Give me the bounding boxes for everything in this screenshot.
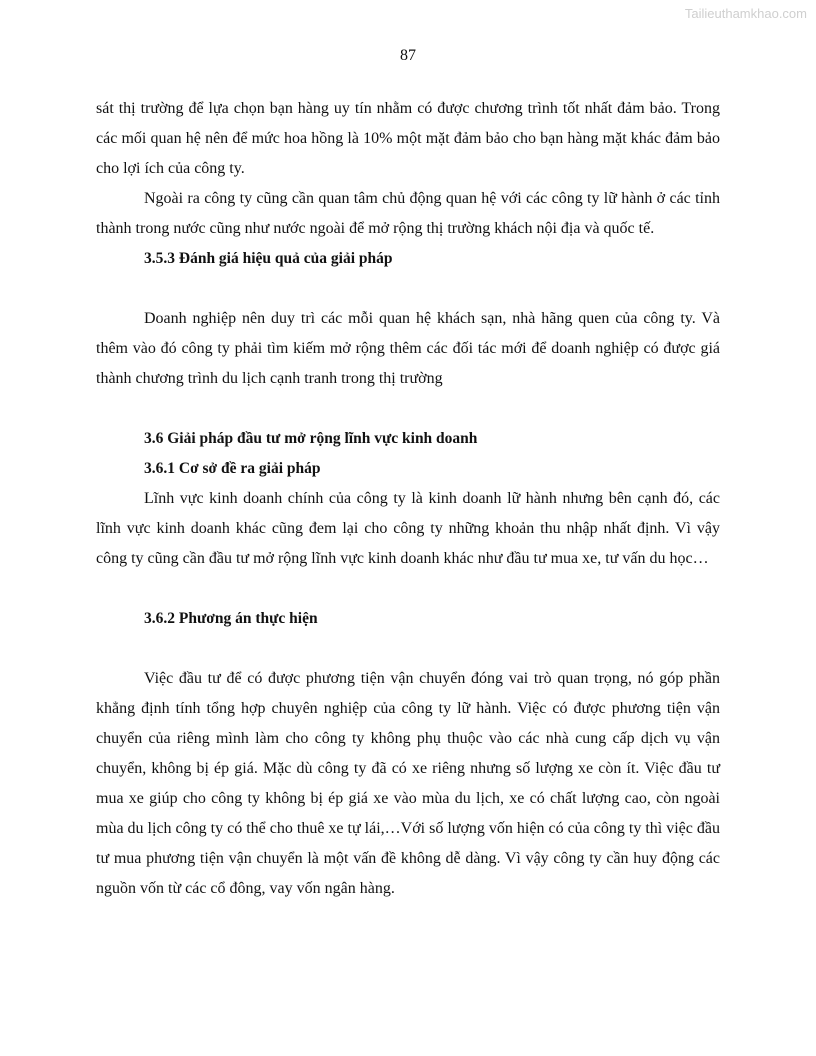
paragraph-business-expansion: Lĩnh vực kinh doanh chính của công ty là kinh doanh lữ hành nhưng bên cạnh đó, các lĩnh vực kinh doanh khác cũng đem lại cho công ty những khoản thu nhập nhất định. Vì vậy công ty cũng cần đầu tư mở rộng lĩnh vực kinh doanh khác như đầu tư mua xe, tư vấn du học… xyxy=(96,490,720,567)
paragraph-implementation: Việc đầu tư để có được phương tiện vận chuyển đóng vai trò quan trọng, nó góp phần khẳng định tính tổng hợp chuyên nghiệp của công ty lữ hành. Việc có được phương tiện vận chuyển của riêng mình làm cho công ty không phụ thuộc vào các nhà cung cấp dịch vụ vận chuyển, không bị ép giá. Mặc dù công ty đã có xe riêng nhưng số lượng xe còn ít. Việc đầu tư mua xe giúp cho công ty không bị ép giá xe vào mùa du lịch, xe có chất lượng cao, còn ngoài mùa du lịch công ty có thể cho thuê xe tự lái,…Với số lượng vốn hiện có của công ty thì việc đầu tư mua phương tiện vận chuyển là một vấn đề không dễ dàng. Vì vậy công ty cần huy động các nguồn vốn từ các cổ đông, vay vốn ngân hàng. xyxy=(96,670,720,897)
heading-3-5-3: 3.5.3 Đánh giá hiệu quả của giải pháp xyxy=(144,250,393,267)
paragraph-evaluation: Doanh nghiệp nên duy trì các mỗi quan hệ khách sạn, nhà hãng quen của công ty. Và thêm vào đó công ty phải tìm kiếm mở rộng thêm các đối tác mới để doanh nghiệp có được giá thành chương trình du lịch cạnh tranh trong thị trường xyxy=(96,310,720,387)
page-number: 87 xyxy=(400,47,416,64)
heading-3-6-1: 3.6.1 Cơ sở đề ra giải pháp xyxy=(144,460,321,477)
watermark: Tailieuthamkhao.com xyxy=(684,6,807,21)
paragraph-travel-partners: Ngoài ra công ty cũng cần quan tâm chủ động quan hệ với các công ty lữ hành ở các tỉnh thành trong nước cũng như nước ngoài để mở rộng thị trường khách nội địa và quốc tế. xyxy=(96,190,720,237)
paragraph-continuation: sát thị trường để lựa chọn bạn hàng uy tín nhằm có được chương trình tốt nhất đảm bảo. Trong các mối quan hệ nên để mức hoa hồng là 10% một mặt đảm bảo cho bạn hàng mặt khác đảm bảo cho lợi ích của công ty. xyxy=(96,100,720,177)
document-body xyxy=(96,94,720,904)
heading-3-6-2: 3.6.2 Phương án thực hiện xyxy=(144,610,318,627)
heading-3-6: 3.6 Giải pháp đầu tư mở rộng lĩnh vực kinh doanh xyxy=(144,430,478,447)
